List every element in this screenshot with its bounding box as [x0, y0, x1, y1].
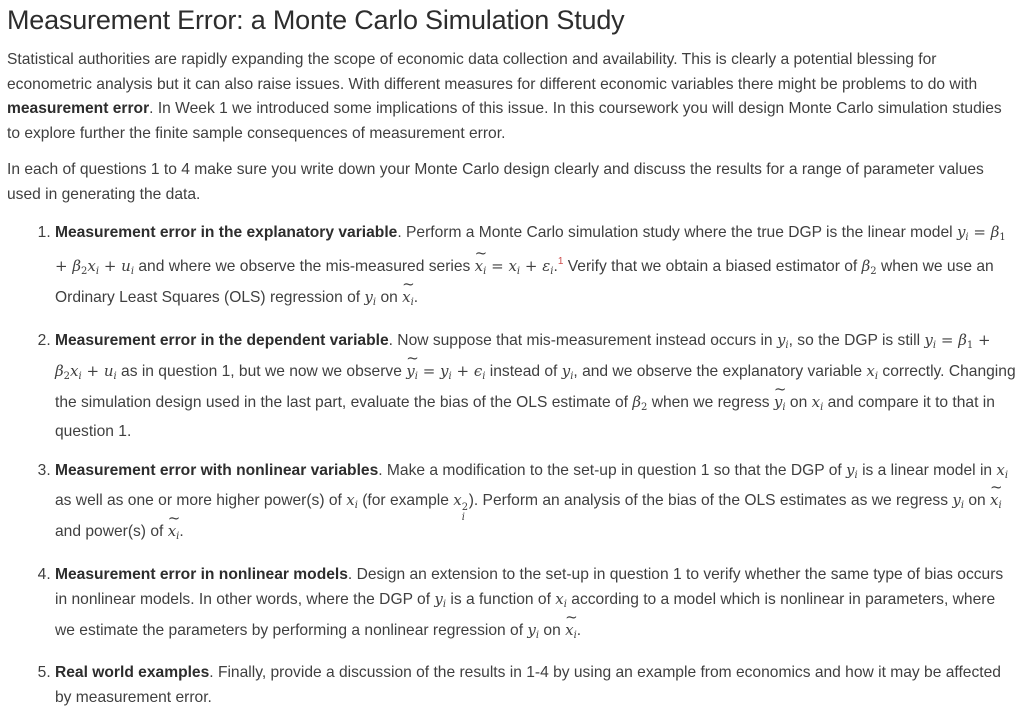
question-1: 1. Measurement error in the explanatory variable. Perform a Monte Carlo simulation study where the true DGP is the linear model $y_i = \beta_1 + \beta_2x_i + u_i$ and where we observe the mis-measured series ~ $x_i = x_i + \varepsilon_i.^1$ Verify that we obtain a biased estimator of $\beta_2$ when we use an Ordinary Least Squares (OLS) regression of $y_i$ on ~ $x_i$.: [55, 220, 1018, 316]
question-heading: Measurement error in the explanatory variable: [55, 223, 398, 241]
math-dgp: $y_i = \beta_1 + \beta_2x_i + u_i$: [55, 331, 991, 382]
question-heading: Measurement error with nonlinear variables: [55, 461, 379, 479]
intro-text: . In Week 1 we introduced some implications of this issue. In this coursework you will design Monte Carlo simulation studies to explore further the finite sample consequences of measurement error.: [7, 100, 1002, 142]
intro-text: Statistical authorities are rapidly expanding the scope of economic data collection and availability. This is clearly a potential blessing for econometric analysis but it can also raise issues. With different measures for different economic variables there might be problems to do with: [7, 51, 978, 93]
footnote-marker[interactable]: 1: [557, 256, 564, 268]
question-4: 4. Measurement error in nonlinear models. Design an extension to the set-up in question 1 to verify whether the same type of bias occurs in nonlinear models. In other words, where the DGP of $y_i$ is a function of $x_i$ according to a model which is nonlinear in parameters, where we estimate the parameters by performing a nonlinear regression of $y_i$ on ~ $x_i$.: [55, 563, 1018, 649]
math-mismeasured-y: ~ $y_i = y_i + \epsilon_i$: [406, 362, 485, 380]
question-3: 3. Measurement error with nonlinear variables. Make a modification to the set-up in question 1 so that the DGP of $y_i$ is a linear model in $x_i$ as well as one or more higher power(s) of $x_i$ (for example x 2 i ). Perform an analysis of the bias of the OLS estimates as we regress $y_i$ on ~ $x_i$ and power(s) of ~ $x_i$.: [55, 458, 1018, 550]
questions-list: [7, 220, 1018, 710]
intro-bold-term: measurement error: [7, 100, 150, 118]
question-heading: Measurement error in nonlinear models: [55, 565, 348, 583]
question-heading: Real world examples: [55, 664, 210, 682]
math-x-squared: x 2 i: [453, 491, 469, 524]
question-2: 2. Measurement error in the dependent variable. Now suppose that mis-measurement instead occurs in $y_i$, so the DGP is still $y_i = \beta_1 + \beta_2x_i + u_i$ as in question 1, but we now we observe ~ $y_i = y_i + \epsilon_i$ instead of $y_i$, and we observe the explanatory variable $x_i$ correctly. Changing the simulation design used in the last part, evaluate the bias of the OLS estimate of $\beta_2$ when we regress ~ $y_i$ on $x_i$ and compare it to that in question 1.: [55, 328, 1018, 444]
page-title: Measurement Error: a Monte Carlo Simulation Study: [7, 5, 625, 35]
question-5: 5. Real world examples. Finally, provide a discussion of the results in 1-4 by using an example from economics and how it may be affected by measurement error.: [55, 661, 1018, 710]
math-mismeasured-x: ~ $x_i = x_i + \varepsilon_i$: [475, 257, 554, 275]
intro-paragraph-2: In each of questions 1 to 4 make sure you write down your Monte Carlo design clearly and discuss the results for a range of parameter values used in generating the data.: [7, 161, 984, 203]
question-heading: Measurement error in the dependent variable: [55, 332, 389, 350]
intro-paragraph-1: [7, 48, 1018, 146]
math-dgp: $y_i = \beta_1 + \beta_2x_i + u_i$: [55, 222, 1006, 278]
